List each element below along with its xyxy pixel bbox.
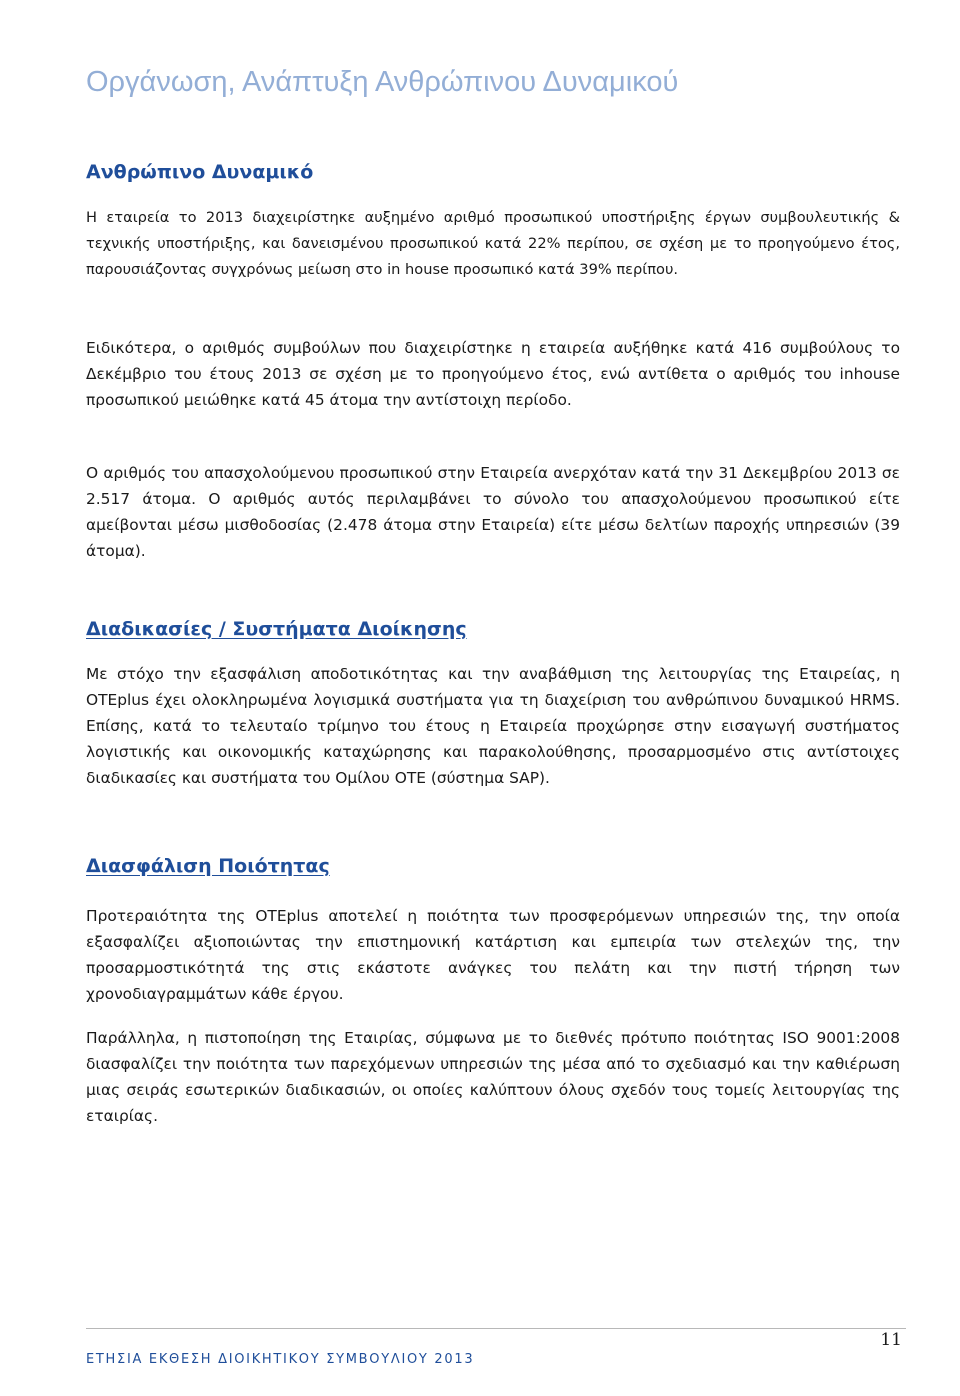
footer-report-title: ΕΤΗΣΙΑ ΕΚΘΕΣΗ ΔΙΟΙΚΗΤΙΚΟΥ ΣΥΜΒΟΥΛΙΟΥ 2013 — [86, 1352, 475, 1367]
paragraph-hr-headcount: Ο αριθμός του απασχολούμενου προσωπικού στην Εταιρεία ανερχόταν κατά την 31 Δεκεμβρίου 2013 σε 2.517 άτομα. Ο αριθμός αυτός περιλαμβάνει το σύνολο του απασχολούμενου προσωπικού είτε αμείβονται μέσω μισθοδοσίας (2.478 άτομα στην Εταιρεία) είτε μέσω δελτίων παροχής υπηρεσιών (39 άτομα). — [86, 464, 900, 561]
section-heading-procedures: Διαδικασίες / Συστήματα Διοίκησης — [86, 618, 467, 640]
footer-divider — [86, 1328, 906, 1329]
page-title: Οργάνωση, Ανάπτυξη Ανθρώπινου Δυναμικού — [86, 66, 679, 98]
paragraph-quality-priority: Προτεραιότητα της OTEplus αποτελεί η ποιότητα των προσφερόμενων υπηρεσιών της, την οποία εξασφαλίζει αξιοποιώντας την επιστημονική κατάρτιση και εμπειρία των στελεχών της, την προσαρμοστικότητά της στις εκάστοτε ανάγκες του πελάτη και την πιστή τήρηση των χρονοδιαγραμμάτων κάθε έργου. — [86, 907, 900, 1004]
page-number: 11 — [880, 1330, 902, 1350]
paragraph-quality-iso: Παράλληλα, η πιστοποίηση της Εταιρίας, σύμφωνα με το διεθνές πρότυπο ποιότητας ISO 9001:2008 διασφαλίζει την ποιότητα των παρεχόμενων υπηρεσιών της μέσα από το σχεδιασμό και την καθιέρωση μιας σειράς εσωτερικών διαδικασιών, οι οποίες καλύπτουν όλους σχεδόν τους τομείς λειτουργίας της εταιρίας. — [86, 1029, 900, 1126]
paragraph-procedures-systems: Με στόχο την εξασφάλιση αποδοτικότητας και την αναβάθμιση της λειτουργίας της Εταιρείας, η OTEplus έχει ολοκληρωμένα λογισμικά συστήματα για τη διαχείριση του ανθρώπινου δυναμικού HRMS. Επίσης, κατά το τελευταίο τρίμηνο του έτους η Εταιρεία προχώρησε στην εισαγωγή συστήματος λογιστικής και οικονομικής καταχώρησης και παρακολούθησης, προσαρμοσμένο στις αντίστοιχες διαδικασίες και συστήματα του Ομίλου ΟΤΕ (σύστημα SAP). — [86, 665, 900, 788]
section-heading-quality: Διασφάλιση Ποιότητας — [86, 855, 330, 877]
paragraph-hr-consultants: Ειδικότερα, ο αριθμός συμβούλων που διαχειρίστηκε η εταιρεία αυξήθηκε κατά 416 συμβούλους το Δεκέμβριο του έτους 2013 σε σχέση με το προηγούμενο έτος, ενώ αντίθετα ο αριθμός του inhouse προσωπικού μειώθηκε κατά 45 άτομα την αντίστοιχη περίοδο. — [86, 339, 900, 410]
paragraph-hr-overview: Η εταιρεία το 2013 διαχειρίστηκε αυξημένο αριθμό προσωπικού υποστήριξης έργων συμβουλευτικής & τεχνικής υποστήριξης, και δανεισμένου προσωπικού κατά 22% περίπου, σε σχέση με το προηγούμενο έτος, παρουσιάζοντας συγχρόνως μείωση στο in house προσωπικό κατά 39% περίπου. — [86, 209, 900, 279]
section-heading-human-resources: Ανθρώπινο Δυναμικό — [86, 161, 314, 183]
